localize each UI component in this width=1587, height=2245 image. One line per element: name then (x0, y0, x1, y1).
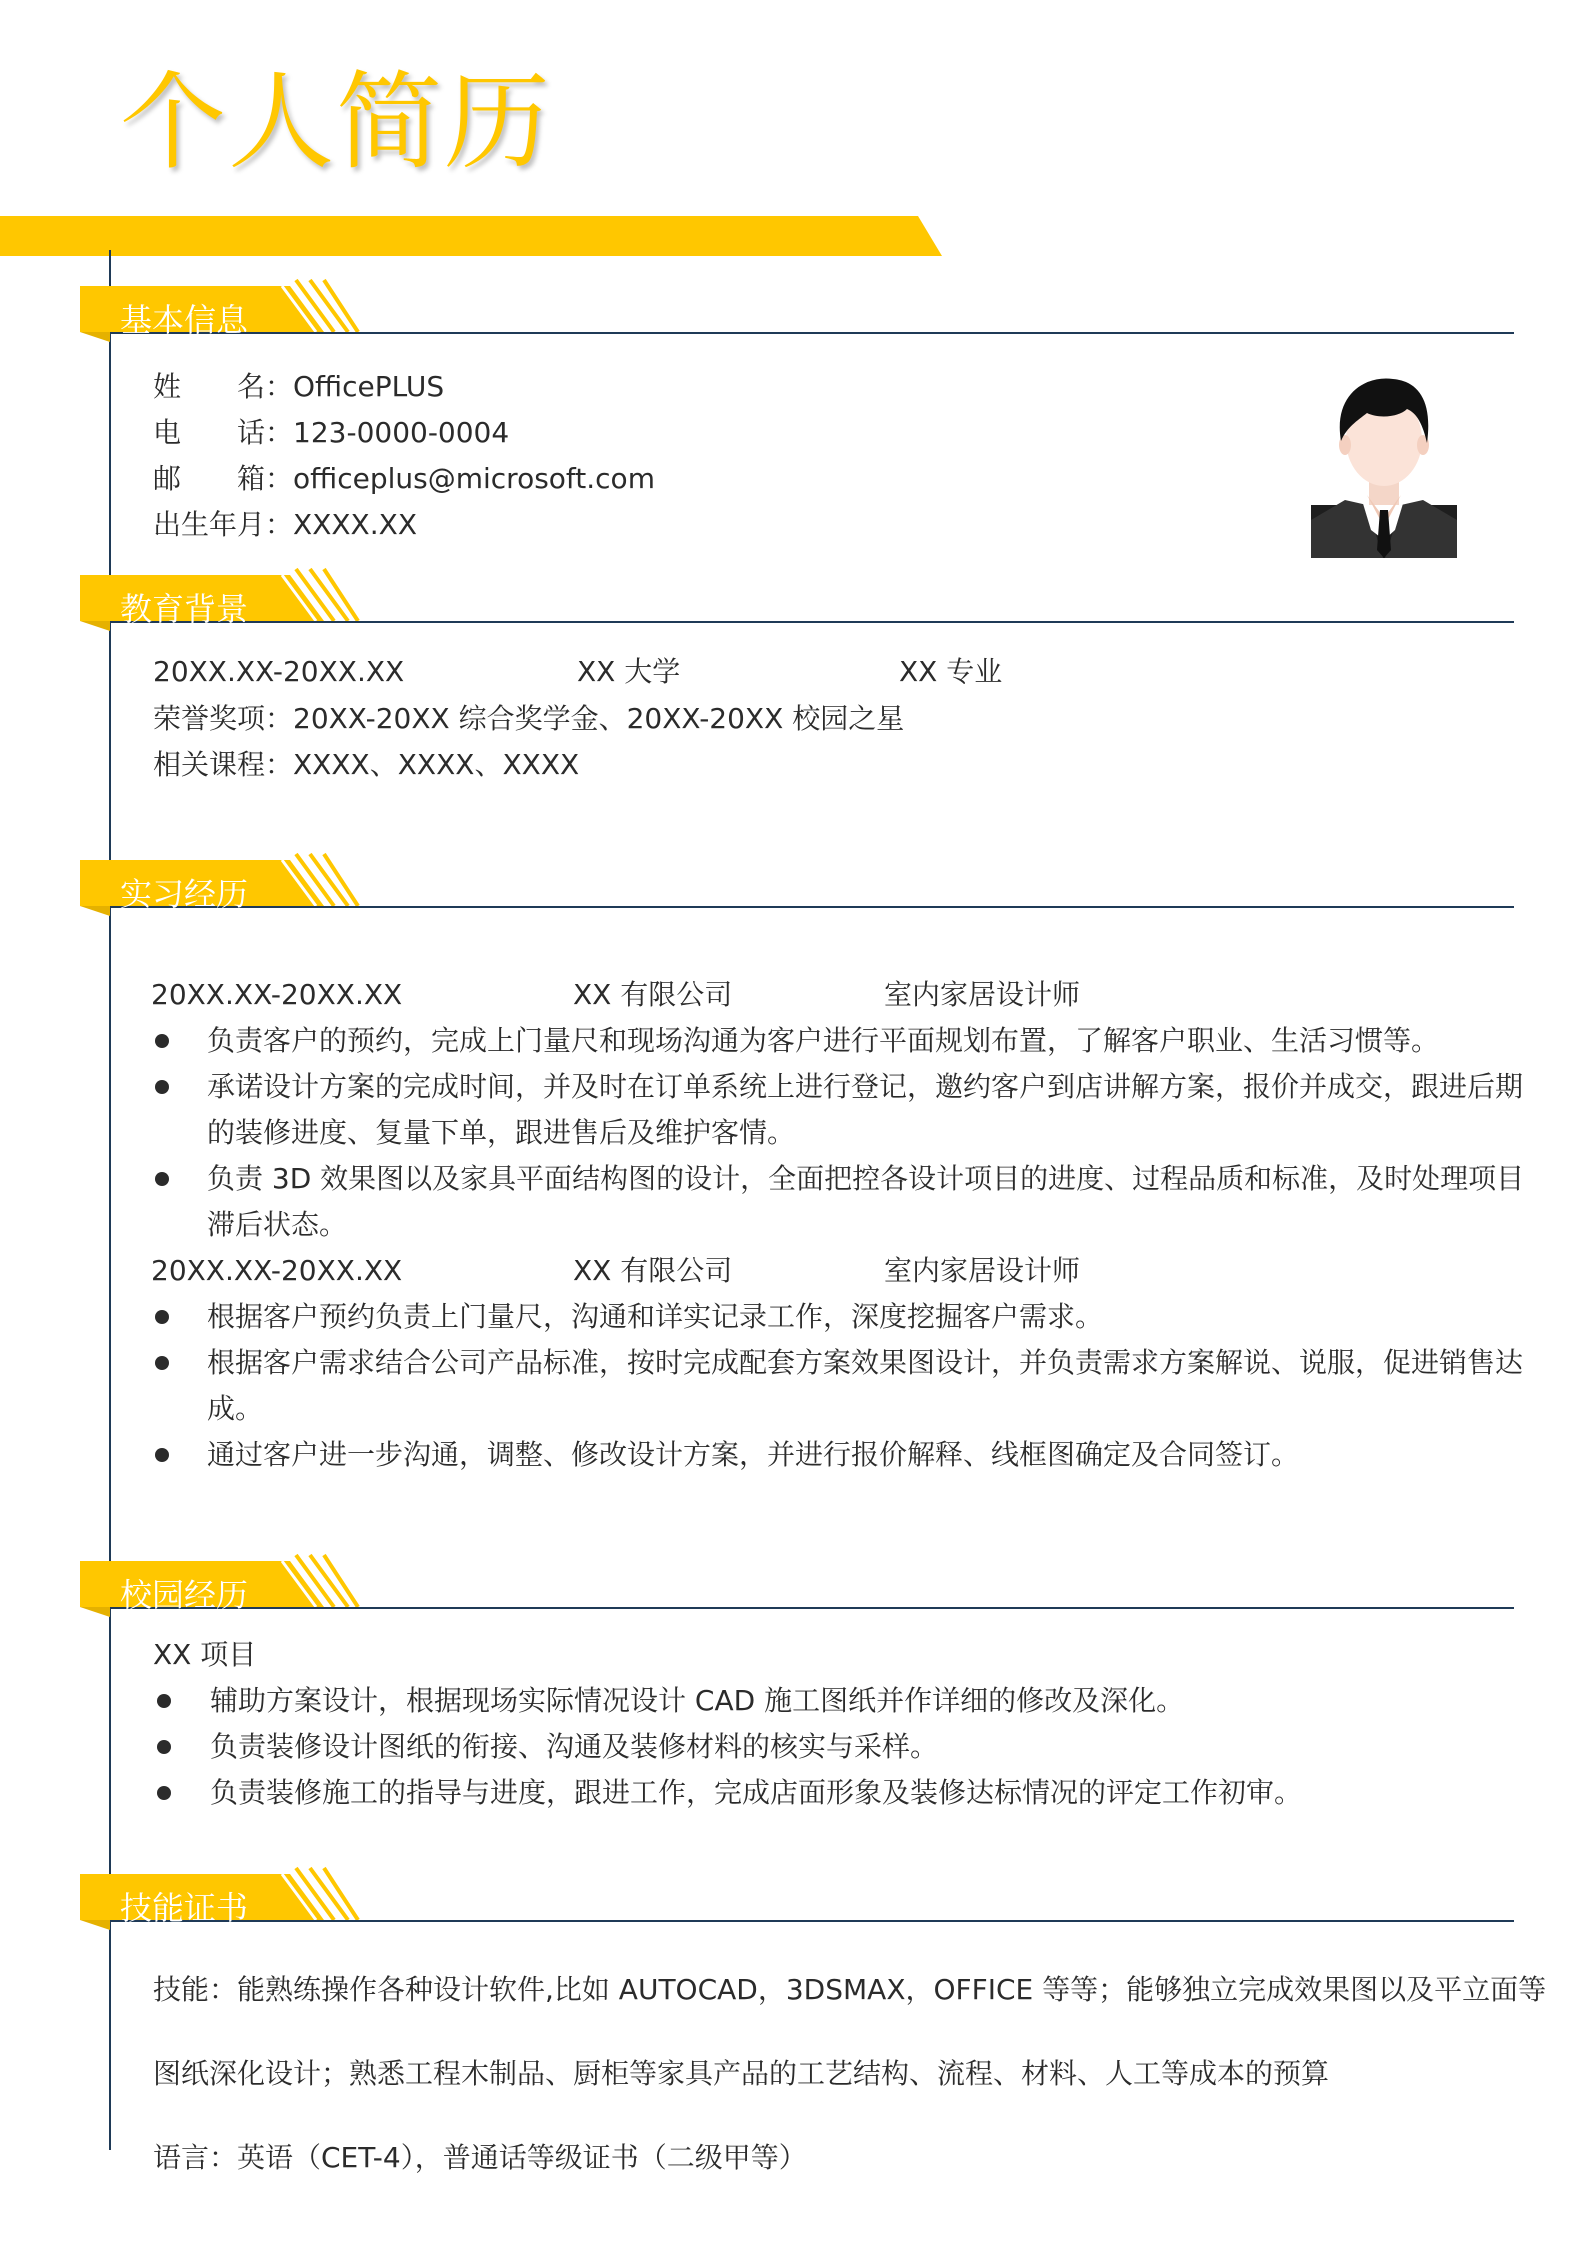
bullet-dot (155, 1034, 169, 1048)
email-row (153, 459, 655, 499)
job-bullet-cont: 成。 (207, 1392, 264, 1425)
bullet-dot (157, 1740, 171, 1754)
section-header-skills (0, 1864, 1587, 1960)
job-bullet: 负责 3D 效果图以及家具平面结构图的设计，全面把控各设计项目的进度、过程品质和标准，及时处理项目 (207, 1162, 1525, 1195)
birth-value: XXXX.XX (293, 508, 418, 541)
phone-value: 123-0000-0004 (293, 416, 510, 449)
section-title: 实习经历 (120, 875, 249, 913)
job-bullet-cont: 的装修进度、复量下单，跟进售后及维护客情。 (207, 1116, 796, 1149)
section-header-campus (0, 1551, 1587, 1647)
bullet-dot (155, 1356, 169, 1370)
phone-label: 电 话： (153, 416, 294, 449)
name-value: OfficePLUS (293, 370, 445, 403)
job-bullet: 负责客户的预约，完成上门量尺和现场沟通为客户进行平面规划布置，了解客户职业、生活习惯等。 (207, 1024, 1440, 1057)
job-bullet: 根据客户需求结合公司产品标准，按时完成配套方案效果图设计，并负责需求方案解说、说服，促进销售达 (207, 1346, 1524, 1379)
job-role: 室内家居设计师 (884, 1254, 1081, 1287)
name-label: 姓 名： (153, 370, 294, 403)
section-title: 基本信息 (120, 301, 249, 339)
skills-line: 技能：能熟练操作各种设计软件,比如 AUTOCAD，3DSMAX，OFFICE 等等；能够独立完成效果图以及平立面等 (153, 1973, 1547, 2006)
edu-courses: 相关课程：XXXX、XXXX、XXXX (153, 748, 580, 781)
bullet-dot (155, 1172, 169, 1186)
campus-bullet: 负责装修施工的指导与进度，跟进工作，完成店面形象及装修达标情况的评定工作初审。 (210, 1776, 1303, 1809)
birth-row (153, 505, 417, 545)
job-bullet: 承诺设计方案的完成时间，并及时在订单系统上进行登记，邀约客户到店讲解方案，报价并成交，跟进后期 (207, 1070, 1524, 1103)
bullet-dot (155, 1448, 169, 1462)
email-label: 邮 箱： (153, 462, 294, 495)
job-bullet: 通过客户进一步沟通，调整、修改设计方案，并进行报价解释、线框图确定及合同签订。 (207, 1438, 1300, 1471)
section-header-internship (0, 850, 1587, 946)
avatar (1305, 355, 1462, 558)
skills-line: 图纸深化设计；熟悉工程木制品、厨柜等家具产品的工艺结构、流程、材料、人工等成本的预算 (153, 2057, 1330, 2090)
section-title: 技能证书 (120, 1889, 249, 1927)
campus-bullet: 辅助方案设计，根据现场实际情况设计 CAD 施工图纸并作详细的修改及深化。 (210, 1684, 1185, 1717)
edu-school: XX 大学 (577, 655, 681, 688)
section-header-education (0, 565, 1587, 661)
campus-bullet: 负责装修设计图纸的衔接、沟通及装修材料的核实与采样。 (210, 1730, 939, 1763)
job-company: XX 有限公司 (573, 1254, 733, 1287)
bullet-dot (157, 1786, 171, 1800)
job-role: 室内家居设计师 (884, 978, 1081, 1011)
page-title: 个人简历 (120, 61, 552, 184)
job-bullet: 根据客户预约负责上门量尺，沟通和详实记录工作，深度挖掘客户需求。 (207, 1300, 1104, 1333)
job-period: 20XX.XX-20XX.XX (151, 1254, 403, 1287)
job-company: XX 有限公司 (573, 978, 733, 1011)
bullet-dot (155, 1310, 169, 1324)
email-value: officeplus@microsoft.com (293, 462, 655, 495)
top-accent-bar (0, 216, 942, 256)
name-row (153, 367, 444, 407)
section-title: 教育背景 (120, 590, 249, 628)
phone-row (153, 413, 509, 453)
bullet-dot (155, 1080, 169, 1094)
edu-honors: 荣誉奖项：20XX-20XX 综合奖学金、20XX-20XX 校园之星 (153, 702, 905, 735)
section-title: 校园经历 (120, 1576, 249, 1614)
birth-label: 出生年月： (153, 508, 294, 541)
bullet-dot (157, 1694, 171, 1708)
job-period: 20XX.XX-20XX.XX (151, 978, 403, 1011)
campus-project: XX 项目 (153, 1638, 257, 1671)
edu-period: 20XX.XX-20XX.XX (153, 655, 405, 688)
language-line: 语言：英语（CET-4），普通话等级证书（二级甲等） (153, 2141, 807, 2174)
edu-major: XX 专业 (899, 655, 1003, 688)
job-bullet-cont: 滞后状态。 (207, 1208, 348, 1241)
